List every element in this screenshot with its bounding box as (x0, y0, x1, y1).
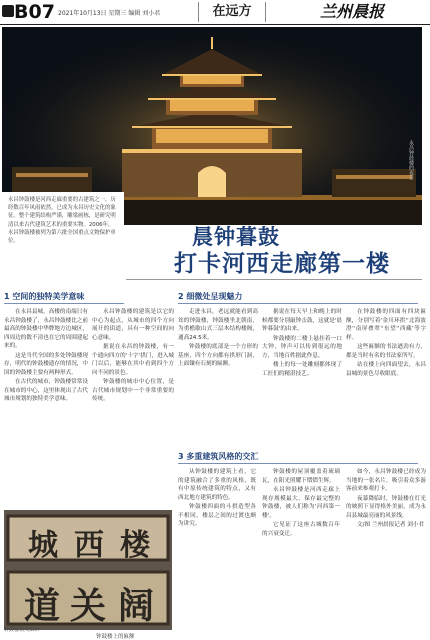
paragraph: 钟鼓楼的底部是一个方形的基座，四个方向都有拱形门洞，上面镶有石刻的匾额。 (178, 344, 258, 367)
section3-title: 3 多重建筑风格的交汇 (178, 452, 259, 461)
photo-caption: 永昌钟鼓楼是河西走廊重要的古建筑之一，历经数百年风雨依然，已成为永昌历史文化的象征。整个建筑结构严谨，雕梁画栋，是研究明清以来古代建筑艺术的重要实物。2006年，永昌钟鼓楼被列为第六批全国重点文物保护单位。 (8, 197, 116, 245)
plaque-photo (4, 510, 172, 630)
byline: 文/图 兰州晨报记者 刘小君 (357, 522, 424, 528)
section3-divider (178, 463, 418, 464)
paragraph: 如今，永昌钟鼓楼已经成为当地的一张名片，吸引着众多游客前来参观打卡。 (346, 469, 426, 492)
photo-caption-box (2, 192, 124, 260)
paragraph: 楼上的每一处雕刻都体现了工匠们的精湛技艺。 (262, 362, 342, 377)
paragraph: 在古代的城市，钟鼓楼常常设在城市的中心，这里体现出了古代城市规划的独特美学意味。 (4, 379, 88, 402)
headline-line1: 晨钟暮鼓 (192, 225, 280, 249)
plaque-char: 道 (24, 585, 61, 627)
page-marker-icon (2, 5, 14, 17)
plaque-photo-caption: 钟鼓楼上的匾额 (96, 634, 135, 640)
paragraph: 这些匾额的书法遒劲有力，都是当时有名的书法家所写。 (346, 344, 426, 359)
section2-title: 2 细微处呈现魅力 (178, 292, 243, 301)
section2-column2 (262, 308, 342, 448)
section3-column2 (262, 468, 340, 623)
section-title: 在远方 (198, 2, 266, 22)
paragraph: 钟鼓楼的屋顶覆盖着琉璃瓦，在阳光照耀下熠熠生辉。 (262, 469, 340, 484)
section1-column1 (4, 308, 88, 508)
section1-column2 (92, 308, 174, 508)
paragraph: 钟鼓楼的城市中心位置，是古代城市规划中一个非常重要的传统。 (92, 379, 174, 402)
plaque-char: 楼 (120, 528, 150, 563)
plaque-char: 关 (70, 585, 107, 627)
paragraph: 走进永昌，老远就能看到高耸的钟鼓楼，钟鼓楼坐北朝南，为重檐歇山式三层木结构楼阁，通高24.5米。 (178, 309, 258, 341)
newspaper-name: 兰州晨报 (320, 2, 385, 21)
issue-meta: 2021年10月13日 星期三 编辑 刘小君 (58, 10, 161, 17)
paragraph: 钟鼓楼的二楼上悬挂着一口大钟，钟声可以传到很远的地方，当地百姓据此作息。 (262, 335, 342, 359)
page-number: B07 (14, 1, 55, 23)
plaque-char: 阔 (118, 585, 155, 627)
section3-column3 (346, 468, 426, 623)
paragraph: 从钟鼓楼的建筑上看，它的建筑融合了多重的风格，既有中原传统建筑的特点，又有西北地方建筑的特色。 (178, 469, 256, 501)
paragraph: 夜幕降临时，钟鼓楼在灯光的映照下显得格外美丽，成为永昌县城最亮丽的风景线。 (346, 495, 426, 519)
paragraph: 这是当代全国的多处钟鼓楼现存，明代的钟鼓楼遗存的情况，中国的钟鼓楼主要有两种形式。 (4, 352, 88, 376)
paragraph: 永昌钟鼓楼是河西走廊上现存规模最大、保存最完整的钟鼓楼，被人们称为'河西第一楼'。 (262, 487, 340, 519)
headline-divider (126, 279, 422, 280)
plaque-char: 城 (28, 528, 58, 563)
plaque-char: 西 (74, 528, 104, 563)
section2-divider (178, 303, 418, 304)
paragraph: 在钟鼓楼的四面有四块匾额，分别写着'金川环拱''北海波澄''南屏叠翠''东望''西藏'等字样。 (346, 309, 426, 341)
photo-credit: 永昌钟鼓楼的夜景 (408, 140, 414, 180)
section2-column1 (178, 308, 258, 448)
paragraph: 据说在每天早上和晚上的时候都要分别敲钟击鼓，这就是'晨钟暮鼓'的由来。 (262, 309, 342, 332)
paragraph: 据说在永昌的钟鼓楼，有一个通向四方的'十字'拱门，进入城门以后，能够在其中看到四个方向不同的景色。 (92, 344, 174, 376)
paragraph: 永昌钟鼓楼的建筑是以它的中心为起点，从城市的四个方向展开的街道，具有一种空间的向心意味。 (92, 309, 174, 341)
section2-column3 (346, 308, 426, 448)
section1-divider (4, 303, 124, 304)
paragraph: 它见证了这座古城数百年的兴衰变迁。 (262, 522, 340, 537)
headline-line2: 打卡河西走廊第一楼 (174, 251, 390, 277)
section3-column1 (178, 468, 256, 623)
paragraph: 在永昌县城，高楼的南端只有永昌钟鼓楼了，永昌钟鼓楼比之前最高的钟鼓楼中华牌地方边城区，四周边的数不清也在它的周围建起来的。 (4, 309, 88, 349)
footnote: 钟鼓楼相关知识 (4, 627, 40, 633)
paragraph: 站在楼上向四面望去，永昌县城的景色尽收眼底。 (346, 362, 426, 377)
paragraph: 钟鼓楼四面的斗拱造型各不相同，楼层之间的过渡也颇为讲究。 (178, 504, 256, 527)
section1-title: 1 空间的独特美学意味 (4, 292, 85, 301)
